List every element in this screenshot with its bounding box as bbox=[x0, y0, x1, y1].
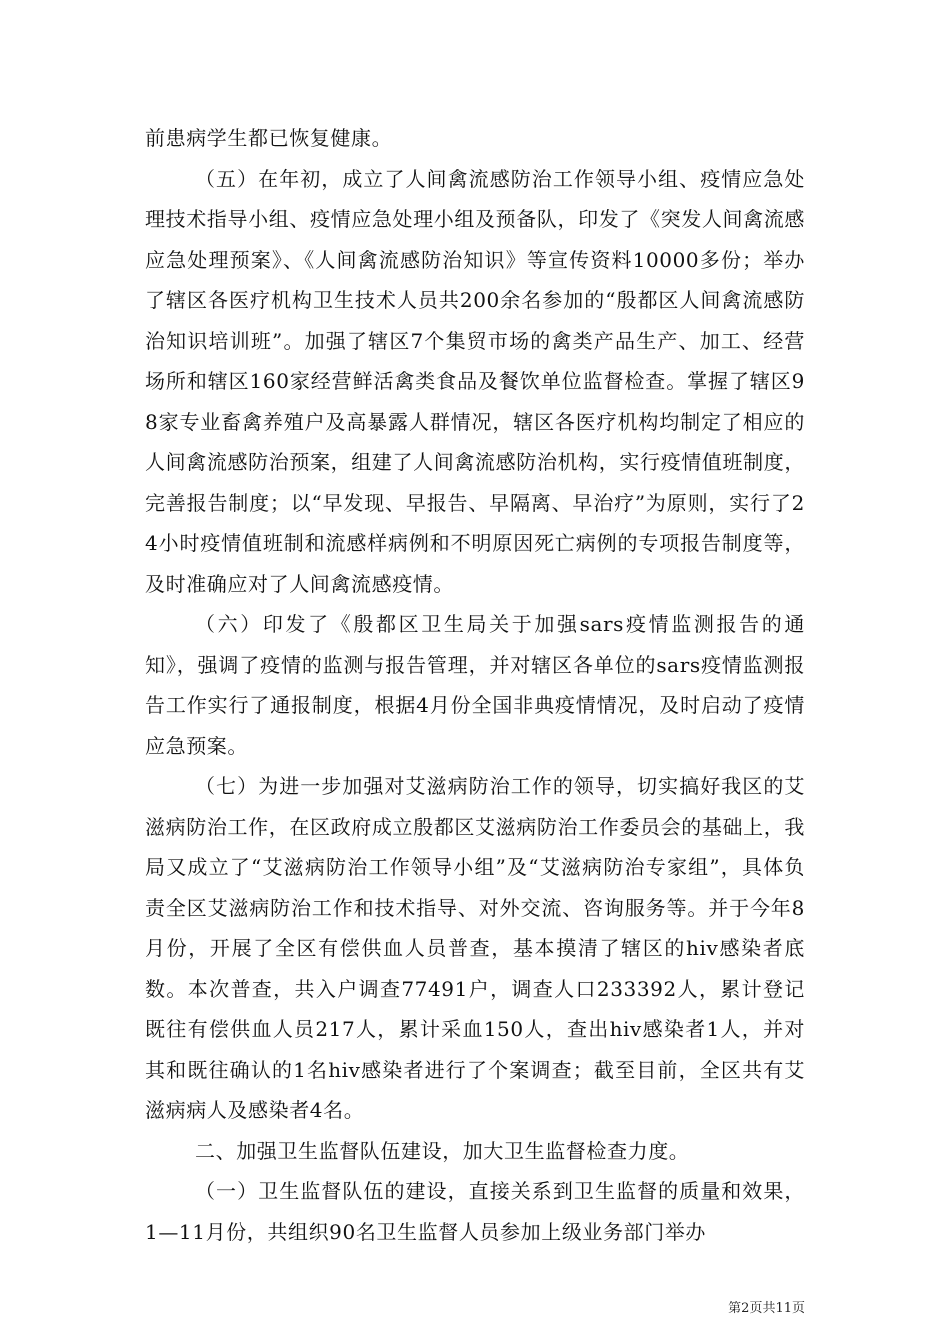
page-number-footer: 第2页共11页 bbox=[728, 1301, 805, 1316]
document-body bbox=[145, 118, 805, 1252]
paragraph-section-2-item-1: （一）卫生监督队伍的建设，直接关系到卫生监督的质量和效果，1—11月份，共组织90名卫生监督人员参加上级业务部门举办 bbox=[145, 1179, 805, 1244]
paragraph-item-7: （七）为进一步加强对艾滋病防治工作的领导，切实搞好我区的艾滋病防治工作，在区政府成立殷都区艾滋病防治工作委员会的基础上，我局又成立了“艾滋病防治工作领导小组”及“艾滋病防治专家组”，具体负责全区艾滋病防治工作和技术指导、对外交流、咨询服务等。并于今年8月份，开展了全区有偿供血人员普查，基本摸清了辖区的hiv感染者底数。本次普查，共入户调查77491户，调查人口233392人，累计登记既往有偿供血人员217人，累计采血150人，查出hiv感染者1人，并对其和既往确认的1名hiv感染者进行了个案调查；截至目前，全区共有艾滋病病人及感染者4名。 bbox=[145, 774, 805, 1122]
paragraph-continuation: 前患病学生都已恢复健康。 bbox=[145, 126, 393, 150]
paragraph-item-6: （六）印发了《殷都区卫生局关于加强sars疫情监测报告的通知》，强调了疫情的监测与报告管理，并对辖区各单位的sars疫情监测报告工作实行了通报制度，根据4月份全国非典疫情情况，及时启动了疫情应急预案。 bbox=[145, 612, 805, 758]
section-heading-2: 二、加强卫生监督队伍建设，加大卫生监督检查力度。 bbox=[195, 1138, 690, 1163]
paragraph-item-5: （五）在年初，成立了人间禽流感防治工作领导小组、疫情应急处理技术指导小组、疫情应急处理小组及预备队，印发了《突发人间禽流感应急处理预案》、《人间禽流感防治知识》等宣传资料10000多份；举办了辖区各医疗机构卫生技术人员共200余名参加的“殷都区人间禽流感防治知识培训班”。加强了辖区7个集贸市场的禽类产品生产、加工、经营场所和辖区160家经营鲜活禽类食品及餐饮单位监督检查。掌握了辖区98家专业畜禽养殖户及高暴露人群情况，辖区各医疗机构均制定了相应的人间禽流感防治预案，组建了人间禽流感防治机构，实行疫情值班制度，完善报告制度；以“早发现、早报告、早隔离、早治疗”为原则，实行了24小时疫情值班制和流感样病例和不明原因死亡病例的专项报告制度等，及时准确应对了人间禽流感疫情。 bbox=[145, 166, 805, 596]
